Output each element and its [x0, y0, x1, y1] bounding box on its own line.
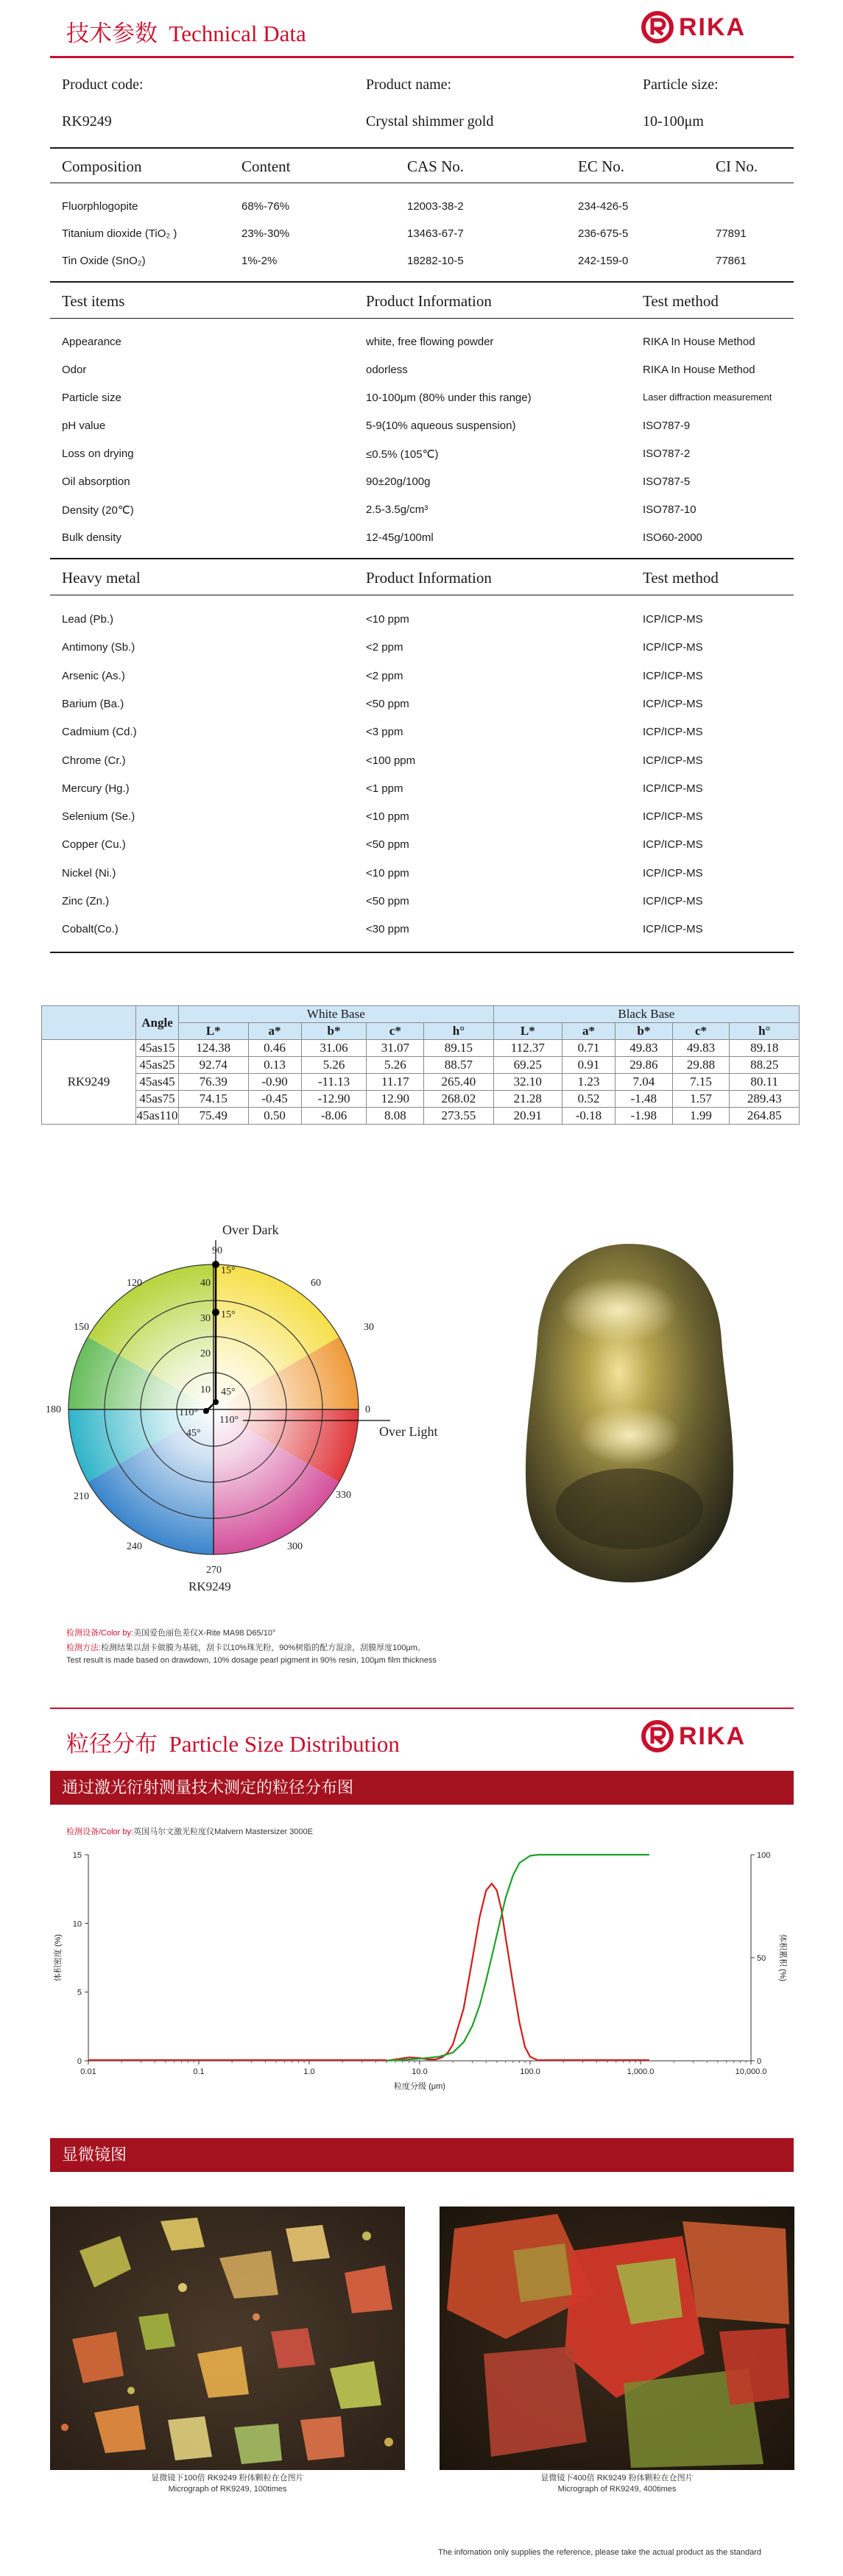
logo-text: RIKA	[679, 1722, 747, 1750]
angle-row	[42, 1074, 800, 1091]
wheel-deg-60: 60	[311, 1278, 321, 1289]
angle-mark-45a: 45°	[221, 1387, 236, 1398]
y-left-axis-label: 体积密度 (%)	[54, 1933, 63, 1982]
micrograph-100x	[50, 2207, 405, 2470]
wheel-product-label: RK9249	[188, 1579, 231, 1593]
test-cell: Particle size	[62, 392, 121, 404]
white-value-cell: 88.57	[424, 1057, 494, 1074]
black-value-cell: 0.91	[562, 1057, 615, 1074]
over-light-label: Over Light	[379, 1424, 438, 1439]
rika-logo-2	[641, 1719, 746, 1753]
test-cell: odorless	[366, 364, 408, 376]
divider	[50, 281, 794, 283]
psd-title	[66, 1725, 400, 1758]
composition-cell: 234-426-5	[578, 200, 629, 213]
wheel-deg-210: 210	[74, 1491, 89, 1502]
metal-cell: <10 ppm	[366, 866, 409, 880]
wheel-radial-10: 10	[200, 1384, 211, 1395]
white-value-cell: 124.38	[179, 1040, 249, 1057]
angle-cell: 45as75	[136, 1091, 179, 1108]
test-items-header: Test items	[62, 292, 125, 310]
black-value-cell: 264.85	[730, 1108, 800, 1125]
metal-cell: <1 ppm	[366, 782, 403, 795]
product-code-label: Product code:	[62, 77, 144, 93]
caption-cn: 显微镜下100倍 RK9249 粉体颗粒在仓图片	[151, 2474, 304, 2483]
metal-cell: Chrome (Cr.)	[62, 754, 126, 767]
metal-cell: <2 ppm	[366, 641, 403, 654]
white-value-cell: -0.45	[248, 1091, 301, 1108]
note-label: 检测设备/Color by:	[66, 1629, 134, 1638]
black-value-cell: 49.83	[672, 1040, 730, 1057]
black-value-cell: 0.71	[562, 1040, 615, 1057]
section-divider	[50, 1708, 794, 1709]
y-left-tick-label: 0	[77, 2057, 82, 2066]
metal-method-header: Test method	[643, 569, 719, 587]
test-cell: 90±20g/100g	[366, 475, 431, 488]
metal-cell: ICP/ICP-MS	[643, 923, 703, 936]
divider	[50, 952, 794, 953]
metal-cell: <10 ppm	[366, 613, 409, 626]
ec-header: EC No.	[578, 158, 624, 175]
wheel-deg-300: 300	[287, 1541, 303, 1552]
divider	[50, 318, 794, 319]
white-value-cell: 11.17	[367, 1074, 424, 1091]
black-value-cell: 32.10	[493, 1074, 562, 1091]
composition-header: Composition	[62, 158, 142, 175]
angle-mark-45b: 45°	[186, 1428, 201, 1439]
color-col-header: a*	[562, 1023, 615, 1040]
rika-logo	[641, 10, 746, 44]
color-col-header: b*	[616, 1023, 673, 1040]
logo-text: RIKA	[679, 13, 747, 41]
test-cell: ISO60-2000	[643, 531, 702, 544]
psd-title-cn: 粒径分布	[66, 1731, 158, 1757]
metal-cell: Arsenic (As.)	[62, 669, 125, 682]
composition-cell: Fluorphlogopite	[62, 200, 138, 213]
title-en: Technical Data	[169, 21, 306, 46]
white-value-cell: 31.06	[301, 1040, 367, 1057]
metal-cell: ICP/ICP-MS	[643, 838, 703, 852]
composition-cell: 242-159-0	[578, 255, 629, 267]
color-wheel-diagram	[44, 1218, 486, 1601]
white-value-cell: 5.26	[301, 1057, 367, 1074]
wheel-deg-270: 270	[206, 1565, 222, 1576]
angle-mark-110a: 110°	[179, 1407, 199, 1418]
metal-cell: Nickel (Ni.)	[62, 866, 116, 880]
metal-cell: <30 ppm	[366, 923, 409, 936]
metal-cell: ICP/ICP-MS	[643, 895, 703, 907]
composition-cell: 68%-76%	[241, 200, 290, 213]
x-tick-label: 1,000.0	[627, 2067, 655, 2076]
angle-cell: 45as45	[136, 1074, 179, 1091]
y-right-axis-label: 体积累积 (%)	[778, 1933, 787, 1982]
black-value-cell: 69.25	[493, 1057, 562, 1074]
color-col-header: c*	[367, 1023, 424, 1040]
footer-disclaimer: The infomation only supplies the reference, please take the actual product as the standard	[438, 2548, 762, 2557]
black-value-cell: 1.57	[672, 1091, 730, 1108]
white-value-cell: 8.08	[367, 1108, 424, 1125]
metal-cell: Copper (Cu.)	[62, 838, 126, 852]
test-cell: ISO787-5	[643, 475, 691, 488]
black-value-cell: 1.99	[672, 1108, 730, 1125]
angle-row	[42, 1108, 800, 1125]
angle-col-header: Angle	[136, 1006, 179, 1040]
metal-cell: Mercury (Hg.)	[62, 782, 130, 795]
metal-cell: ICP/ICP-MS	[643, 810, 703, 824]
psd-title-en: Particle Size Distribution	[169, 1731, 400, 1757]
test-cell: Laser diffraction measurement	[643, 392, 772, 403]
metal-cell: ICP/ICP-MS	[643, 754, 703, 767]
white-value-cell: 31.07	[367, 1040, 424, 1057]
wheel-radial-20: 20	[200, 1348, 211, 1359]
y-right-tick-label: 50	[757, 1954, 766, 1963]
note-text: 美国爱色丽色差仪X-Rite MA98 D65/10°	[133, 1629, 276, 1638]
y-left-tick-label: 15	[72, 1851, 82, 1860]
wheel-radial-30: 30	[200, 1313, 211, 1324]
test-cell: Density (20℃)	[62, 504, 134, 517]
metal-cell: ICP/ICP-MS	[643, 613, 703, 626]
white-value-cell: 74.15	[179, 1091, 249, 1108]
test-cell: Bulk density	[62, 531, 121, 544]
metal-cell: ICP/ICP-MS	[643, 697, 703, 710]
test-cell: ISO787-9	[643, 420, 691, 432]
test-cell: Appearance	[62, 336, 121, 348]
white-value-cell: 89.15	[424, 1040, 494, 1057]
volume-density-line	[387, 1883, 539, 2061]
metal-cell: Barium (Ba.)	[62, 697, 124, 710]
white-value-cell: 0.13	[248, 1057, 301, 1074]
over-dark-label: Over Dark	[222, 1222, 279, 1237]
angle-row	[42, 1040, 800, 1057]
cumulative-volume-line	[387, 1855, 649, 2061]
black-value-cell: 1.23	[562, 1074, 615, 1091]
y-left-tick-label: 5	[77, 1988, 82, 1998]
particle-size-chart	[44, 1847, 803, 2112]
test-cell: Loss on drying	[62, 447, 134, 460]
black-value-cell: 29.86	[616, 1057, 673, 1074]
color-col-header: c*	[672, 1023, 730, 1040]
test-cell: ISO787-10	[643, 503, 696, 516]
y-right-tick-label: 0	[757, 2057, 762, 2066]
wheel-deg-120: 120	[127, 1278, 142, 1289]
black-value-cell: 49.83	[616, 1040, 673, 1057]
metal-cell: <100 ppm	[366, 754, 416, 767]
metal-cell: <50 ppm	[366, 895, 409, 907]
white-value-cell: 0.46	[248, 1040, 301, 1057]
metal-cell: Zinc (Zn.)	[62, 895, 110, 907]
color-method-note	[66, 1641, 426, 1653]
black-value-cell: 89.18	[730, 1040, 800, 1057]
page-title	[66, 15, 306, 48]
metal-cell: <2 ppm	[366, 669, 403, 682]
micrograph-400x-caption	[440, 2473, 794, 2495]
wheel-deg-30: 30	[364, 1322, 374, 1333]
metal-cell: <10 ppm	[366, 810, 409, 824]
psd-device-note	[66, 1825, 313, 1837]
black-value-cell: 29.88	[672, 1057, 730, 1074]
header-divider	[50, 56, 794, 58]
composition-cell: 18282-10-5	[407, 255, 464, 267]
color-col-header: L*	[179, 1023, 249, 1040]
angle-cell: 45as15	[136, 1040, 179, 1057]
test-method-header: Test method	[643, 292, 719, 310]
black-value-cell: -0.18	[562, 1108, 615, 1125]
black-value-cell: 20.91	[493, 1108, 562, 1125]
divider	[50, 147, 794, 149]
x-tick-label: 1.0	[303, 2067, 315, 2076]
metal-cell: ICP/ICP-MS	[643, 641, 703, 654]
note-label: 检测方法:	[66, 1643, 102, 1652]
x-tick-label: 0.1	[193, 2067, 205, 2076]
test-cell: 12-45g/100ml	[366, 531, 434, 544]
test-cell: 5-9(10% aqueous suspension)	[366, 420, 516, 432]
angle-table-body	[42, 1040, 800, 1125]
color-col-header: h°	[730, 1023, 800, 1040]
composition-cell: Titanium dioxide (TiO₂ )	[62, 227, 177, 240]
micro-bar-title: 显微镜图	[50, 2138, 794, 2172]
test-cell: pH value	[62, 420, 106, 432]
product-information-header: Product Information	[366, 292, 492, 310]
black-value-cell: 7.04	[616, 1074, 673, 1091]
white-value-cell: 268.02	[424, 1091, 494, 1108]
black-value-cell: 7.15	[672, 1074, 730, 1091]
white-value-cell: 273.55	[424, 1108, 494, 1125]
x-axis-label: 粒度分级 (μm)	[394, 2082, 445, 2091]
product-code-value: RK9249	[62, 113, 112, 130]
rika-logo-icon	[641, 1719, 674, 1753]
note-text: 检测结果以刮卡做膜为基础，刮卡以10%珠光粉，90%树脂的配方混涂，刮膜厚度100μm。	[101, 1643, 426, 1652]
composition-cell: Tin Oxide (SnO₂)	[62, 255, 146, 267]
metal-cell: Cadmium (Cd.)	[62, 726, 137, 739]
black-value-cell: 21.28	[493, 1091, 562, 1108]
white-base-header: White Base	[179, 1006, 494, 1023]
rika-logo-icon	[641, 10, 674, 44]
caption-en: Micrograph of RK9249, 100times	[168, 2485, 287, 2494]
white-value-cell: 92.74	[179, 1057, 249, 1074]
composition-cell: 23%-30%	[241, 227, 290, 240]
white-value-cell: -8.06	[301, 1108, 367, 1125]
color-device-note	[66, 1627, 275, 1638]
test-cell: ISO787-2	[643, 447, 691, 460]
black-value-cell: -1.48	[616, 1091, 673, 1108]
angle-mark-110b: 110°	[219, 1415, 239, 1426]
wheel-deg-150: 150	[74, 1322, 89, 1333]
note-label: 检测设备/Color by:	[66, 1827, 134, 1836]
psd-bar-title: 通过激光衍射测量技术测定的粒径分布图	[50, 1771, 794, 1805]
test-cell: Odor	[62, 364, 87, 376]
divider	[50, 558, 794, 559]
white-value-cell: 76.39	[179, 1074, 249, 1091]
wheel-deg-240: 240	[127, 1541, 142, 1552]
angle-color-table	[41, 1005, 800, 1125]
metal-cell: Antimony (Sb.)	[62, 641, 135, 654]
angle-row	[42, 1091, 800, 1108]
particle-size-label: Particle size:	[643, 77, 719, 93]
composition-cell: 12003-38-2	[407, 200, 464, 213]
white-value-cell: -0.90	[248, 1074, 301, 1091]
metal-cell: ICP/ICP-MS	[643, 669, 703, 682]
black-value-cell: 80.11	[730, 1074, 800, 1091]
test-cell: RIKA In House Method	[643, 364, 755, 376]
note-text: 英国马尔文激光粒度仪Malvern Mastersizer 3000E	[133, 1827, 313, 1836]
white-value-cell: -12.90	[301, 1091, 367, 1108]
empty-corner	[42, 1006, 136, 1040]
black-value-cell: 289.43	[730, 1091, 800, 1108]
micrograph-100x-caption	[50, 2473, 405, 2495]
composition-cell: 1%-2%	[241, 255, 278, 267]
wheel-deg-0: 0	[365, 1404, 370, 1415]
black-value-cell: 88.25	[730, 1057, 800, 1074]
color-col-header: a*	[248, 1023, 301, 1040]
angle-row	[42, 1057, 800, 1074]
composition-cell: 77891	[716, 227, 747, 240]
angle-cell: 45as110	[136, 1108, 179, 1125]
particle-size-value: 10-100μm	[643, 113, 704, 130]
black-value-cell: 112.37	[493, 1040, 562, 1057]
black-base-header: Black Base	[493, 1006, 799, 1023]
angle-mark-15a: 15°	[221, 1265, 236, 1276]
white-value-cell: 0.50	[248, 1108, 301, 1125]
metal-cell: ICP/ICP-MS	[643, 726, 703, 739]
wheel-deg-330: 330	[336, 1490, 351, 1501]
title-cn: 技术参数	[66, 21, 158, 46]
caption-cn: 显微镜下400倍 RK9249 粉体颗粒在仓图片	[540, 2474, 694, 2483]
metal-info-header: Product Information	[366, 569, 492, 587]
color-col-header: h°	[424, 1023, 494, 1040]
cas-header: CAS No.	[407, 158, 465, 175]
y-right-tick-label: 100	[757, 1851, 771, 1860]
black-value-cell: 0.52	[562, 1091, 615, 1108]
product-name-value: Crystal shimmer gold	[366, 113, 494, 130]
color-col-header: L*	[493, 1023, 562, 1040]
coated-car-sample-image	[471, 1214, 795, 1604]
metal-cell: <3 ppm	[366, 726, 403, 739]
composition-cell: 236-675-5	[578, 227, 629, 240]
heavy-metal-header: Heavy metal	[62, 569, 141, 587]
test-cell: white, free flowing powder	[366, 336, 494, 348]
angle-mark-15b: 15°	[221, 1309, 236, 1320]
product-name-label: Product name:	[366, 77, 452, 93]
test-cell: ≤0.5% (105℃)	[366, 448, 439, 461]
white-value-cell: -11.13	[301, 1074, 367, 1091]
wheel-deg-180: 180	[46, 1404, 61, 1415]
metal-cell: ICP/ICP-MS	[643, 866, 703, 880]
white-value-cell: 5.26	[367, 1057, 424, 1074]
metal-cell: <50 ppm	[366, 838, 409, 852]
x-tick-label: 0.01	[80, 2067, 96, 2076]
composition-cell: 13463-67-7	[407, 227, 464, 240]
wheel-radial-40: 40	[200, 1278, 211, 1289]
x-tick-label: 10.0	[412, 2067, 428, 2076]
wheel-deg-90: 90	[212, 1245, 222, 1256]
metal-cell: ICP/ICP-MS	[643, 782, 703, 795]
content-header: Content	[241, 158, 291, 175]
y-left-tick-label: 10	[72, 1919, 82, 1929]
test-cell: 10-100μm (80% under this range)	[366, 392, 532, 404]
x-tick-label: 10,000.0	[735, 2067, 767, 2076]
color-col-header: b*	[301, 1023, 367, 1040]
metal-cell: Cobalt(Co.)	[62, 923, 119, 936]
x-tick-label: 100.0	[520, 2067, 540, 2076]
micrograph-400x	[440, 2207, 794, 2470]
white-value-cell: 12.90	[367, 1091, 424, 1108]
product-code-cell: RK9249	[42, 1040, 136, 1125]
composition-cell: 77861	[716, 255, 747, 267]
black-value-cell: -1.98	[616, 1108, 673, 1125]
white-value-cell: 265.40	[424, 1074, 494, 1091]
caption-en: Micrograph of RK9249, 400times	[557, 2485, 677, 2494]
test-cell: RIKA In House Method	[643, 336, 755, 348]
ci-header: CI No.	[716, 158, 758, 175]
angle-cell: 45as25	[136, 1057, 179, 1074]
test-cell: 2.5-3.5g/cm³	[366, 503, 428, 516]
metal-cell: Selenium (Se.)	[62, 810, 135, 824]
test-cell: Oil absorption	[62, 475, 130, 488]
white-value-cell: 75.49	[179, 1108, 249, 1125]
metal-cell: <50 ppm	[366, 697, 409, 710]
color-method-note-en: Test result is made based on drawdown, 10% dosage pearl pigment in 90% resin, 100μm film thickness	[66, 1656, 437, 1665]
metal-cell: Lead (Pb.)	[62, 613, 114, 626]
